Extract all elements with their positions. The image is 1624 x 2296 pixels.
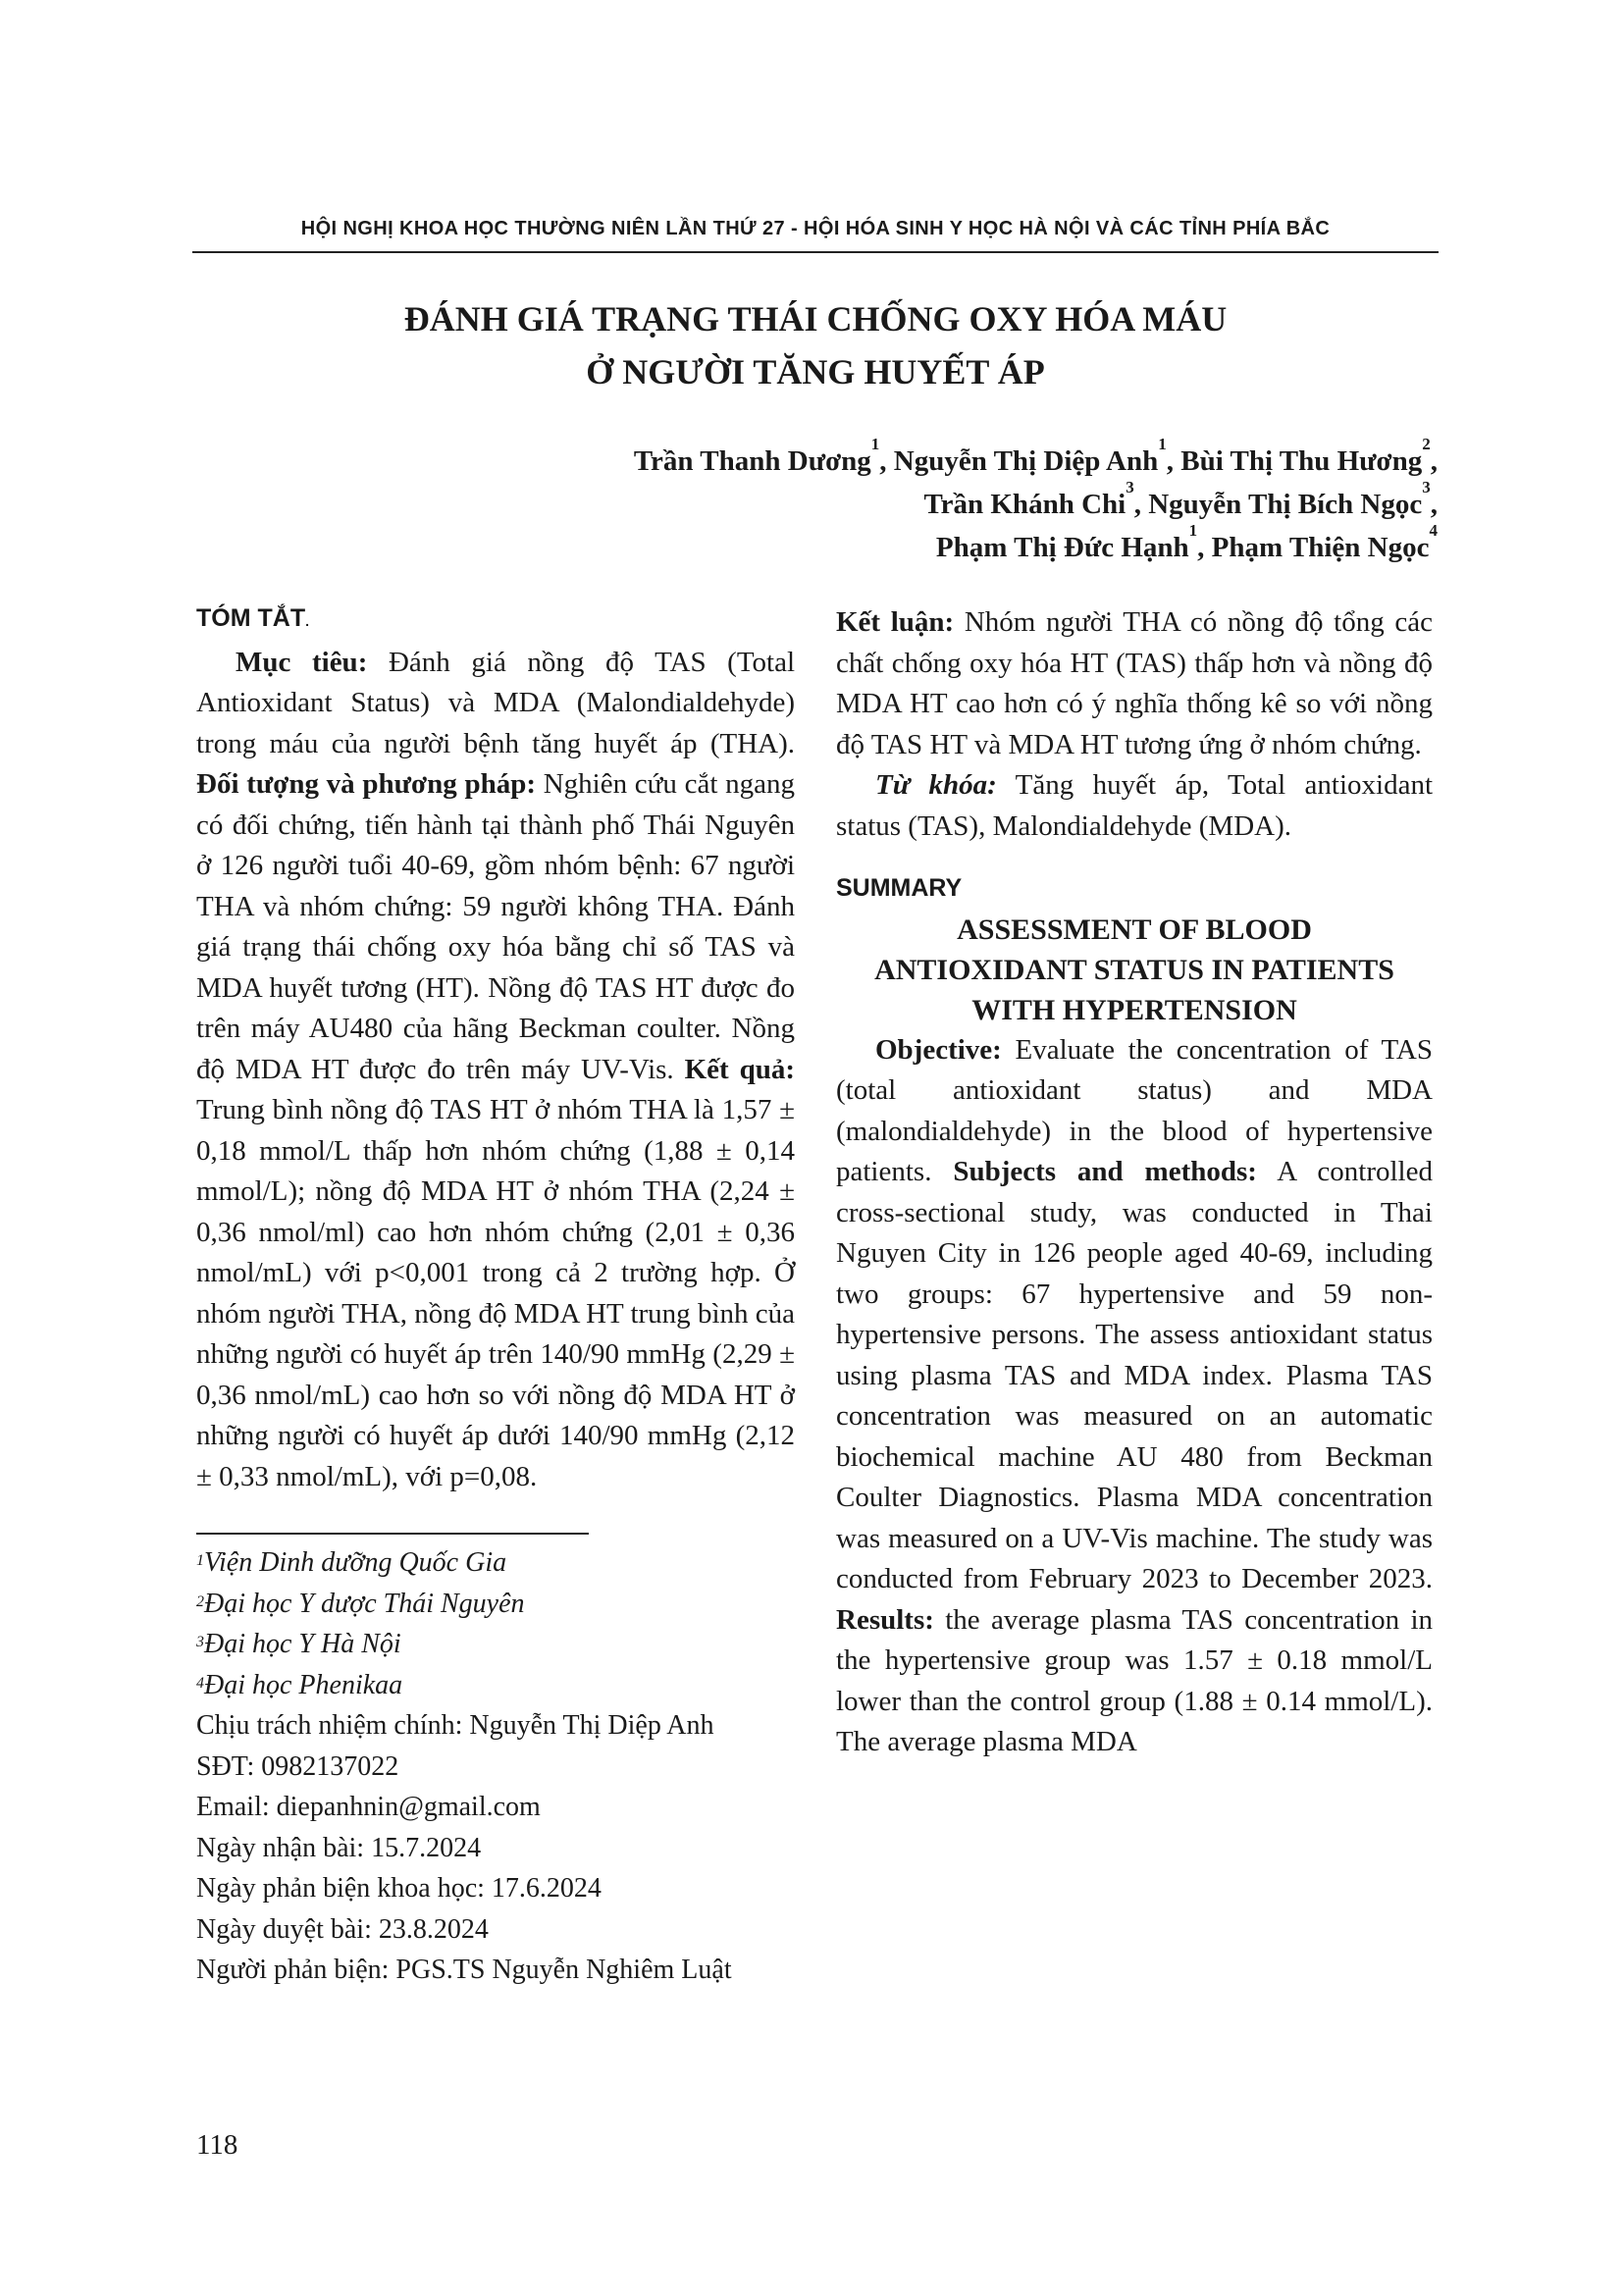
- author-affiliation: 3: [1422, 478, 1431, 496]
- english-title-line-3: WITH HYPERTENSION: [971, 993, 1297, 1026]
- footnotes: [196, 1542, 805, 1991]
- separator: ,: [1133, 489, 1141, 520]
- received-date: Ngày nhận bài: 15.7.2024: [196, 1832, 482, 1863]
- author-affiliation: 3: [1126, 478, 1134, 496]
- affiliation-note: [196, 1624, 805, 1665]
- accepted-date: Ngày duyệt bài: 23.8.2024: [196, 1913, 489, 1945]
- phone-number: SĐT: 0982137022: [196, 1750, 399, 1782]
- conclusion-text: Nhóm người THA có nồng độ tổng các chất chống oxy hóa HT (TAS) thấp hơn và nồng độ MDA HT cao hơn có ý nghĩa thống kê so với nồng độ TAS HT và MDA HT tương ứng ở nhóm chứng.: [836, 606, 1433, 760]
- objective-text: Đánh giá nồng độ TAS (Total Antioxidant Status) và MDA (Malondialdehyde) trong máu của người bệnh tăng huyết áp (THA).: [196, 646, 796, 759]
- methods-text: Nghiên cứu cắt ngang có đối chứng, tiến hành tại thành phố Thái Nguyên ở 126 người tuổi 40-69, gồm nhóm bệnh: 67 người THA và nhóm chứng: 59 người không THA. Đánh giá trạng thái chống oxy hóa bằng chỉ số TAS và MDA huyết tương (HT). Nồng độ TAS HT được đo trên máy AU480 của hãng Beckman coulter. Nồng độ MDA HT được đo trên máy UV-Vis.: [196, 768, 795, 1085]
- heading-period: .: [305, 613, 309, 629]
- abstract-vi-continued: [836, 602, 1433, 765]
- objective-text-en: Evaluate the concentration of TAS (total antioxidant status) and MDA (malondialdehyde) in the blood of hypertensive patients.: [836, 1033, 1433, 1187]
- paper-title: [192, 292, 1439, 398]
- author-affiliation: 1: [1188, 521, 1198, 540]
- page-number: 118: [196, 2129, 238, 2161]
- results-text: Trung bình nồng độ TAS HT ở nhóm THA là 1,57 ± 0,18 mmol/L thấp hơn nhóm chứng (1,88 ± 0,14 mmol/L); nồng độ MDA HT ở nhóm THA (2,24 ± 0,36 nmol/ml) cao hơn nhóm chứng (2,01 ± 0,36 nmol/mL) với p<0,001 trong cả 2 trường hợp. Ở nhóm người THA, nồng độ MDA HT trung bình của những người có huyết áp trên 140/90 mmHg (2,29 ± 0,36 nmol/mL) cao hơn so với nồng độ MDA HT ở những người có huyết áp dưới 140/90 mmHg (2,12 ± 0,33 nmol/mL), với p=0,08.: [196, 1094, 795, 1492]
- keywords: [836, 765, 1433, 847]
- email-address: Email: diepanhnin@gmail.com: [196, 1792, 541, 1822]
- affiliation-text: Đại học Y dược Thái Nguyên: [204, 1588, 525, 1619]
- left-column: [196, 599, 795, 1497]
- author-name: Trần Khánh Chi: [923, 489, 1126, 520]
- title-line-1: ĐÁNH GIÁ TRẠNG THÁI CHỐNG OXY HÓA MÁU: [403, 299, 1228, 339]
- affiliation-number: 4: [196, 1674, 204, 1692]
- abstract-vi-body: [196, 643, 795, 1498]
- affiliation-number: 2: [196, 1592, 204, 1610]
- author-affiliation: 1: [1158, 435, 1167, 453]
- keywords-label: Từ khóa:: [875, 769, 997, 801]
- separator: ,: [1166, 445, 1174, 477]
- english-title: [836, 910, 1433, 1030]
- affiliation-text: Đại học Y Hà Nội: [204, 1629, 401, 1659]
- abstract-heading: [196, 599, 795, 643]
- author-name: Nguyễn Thị Bích Ngọc: [1148, 489, 1423, 520]
- author-affiliation: 1: [870, 435, 880, 453]
- title-line-2: Ở NGƯỜI TĂNG HUYẾT ÁP: [586, 352, 1045, 391]
- author-affiliation: 2: [1422, 435, 1431, 453]
- methods-text-en: A controlled cross-sectional study, was conducted in Thai Nguyen City in 126 people aged 40-69, including two groups: 67 hypertensive and 59 non-hypertensive persons. The assess antioxidant status using plasma TAS and MDA index. Plasma TAS concentration was measured on an automatic biochemical machine AU 480 from Beckman Coulter Diagnostics. Plasma MDA concentration was measured on a UV-Vis machine. The study was conducted from February 2023 to December 2023.: [836, 1156, 1433, 1594]
- summary-body: [836, 1030, 1433, 1763]
- keywords-text: Tăng huyết áp, Total antioxidant status (TAS), Malondialdehyde (MDA).: [836, 769, 1433, 842]
- english-title-line-1: ASSESSMENT OF BLOOD: [957, 913, 1312, 946]
- results-label: Kết quả:: [684, 1053, 796, 1085]
- affiliation-note: [196, 1665, 805, 1706]
- author-name: Bùi Thị Thu Hương: [1180, 445, 1423, 477]
- author-line-2: [634, 478, 1438, 526]
- author-name: Trần Thanh Dương: [633, 445, 871, 477]
- affiliation-text: Đại học Phenikaa: [204, 1669, 403, 1700]
- results-label-en: Results:: [836, 1603, 934, 1636]
- affiliation-text: Viện Dinh dưỡng Quốc Gia: [204, 1547, 507, 1578]
- conclusion-label: Kết luận:: [836, 606, 955, 638]
- english-title-line-2: ANTIOXIDANT STATUS IN PATIENTS: [874, 953, 1394, 986]
- objective-label-en: Objective:: [875, 1033, 1002, 1066]
- affiliation-note: [196, 1584, 805, 1625]
- corresponding-author: Chịu trách nhiệm chính: Nguyễn Thị Diệp Anh: [196, 1710, 714, 1741]
- affiliation-number: 3: [196, 1634, 204, 1650]
- affiliation-note: [196, 1542, 805, 1584]
- summary-heading: SUMMARY: [836, 874, 963, 902]
- author-list: [633, 435, 1438, 569]
- reviewer: Người phản biện: PGS.TS Nguyễn Nghiêm Luật: [196, 1955, 732, 1985]
- abstract-heading-text: TÓM TẮT: [196, 604, 306, 632]
- separator: ,: [879, 445, 887, 477]
- objective-label: Mục tiêu:: [236, 646, 368, 678]
- author-name: Nguyễn Thị Diệp Anh: [893, 445, 1159, 477]
- author-line-1: [633, 435, 1438, 483]
- footnote-rule: [196, 1533, 589, 1535]
- methods-label: Đối tượng và phương pháp:: [196, 768, 536, 800]
- methods-label-en: Subjects and methods:: [953, 1156, 1257, 1187]
- header-rule: [192, 251, 1439, 253]
- author-affiliation: 4: [1429, 521, 1438, 540]
- affiliation-number: 1: [196, 1552, 204, 1569]
- separator: ,: [1430, 489, 1438, 520]
- author-name: Phạm Thiện Ngọc: [1211, 532, 1430, 563]
- separator: ,: [1197, 532, 1205, 563]
- right-column: [836, 602, 1433, 1763]
- conference-header: HỘI NGHỊ KHOA HỌC THƯỜNG NIÊN LẦN THỨ 27 - HỘI HÓA SINH Y HỌC HÀ NỘI VÀ CÁC TỈNH PHÍA BẮC: [300, 218, 1331, 239]
- author-name: Phạm Thị Đức Hạnh: [935, 532, 1189, 563]
- separator: ,: [1430, 445, 1438, 477]
- reviewed-date: Ngày phản biện khoa học: 17.6.2024: [196, 1873, 602, 1904]
- author-line-3: [634, 521, 1438, 569]
- results-text-en: the average plasma TAS concentration in the hypertensive group was 1.57 ± 0.18 mmol/L lower than the control group (1.88 ± 0.14 mmol/L). The average plasma MDA: [836, 1603, 1433, 1757]
